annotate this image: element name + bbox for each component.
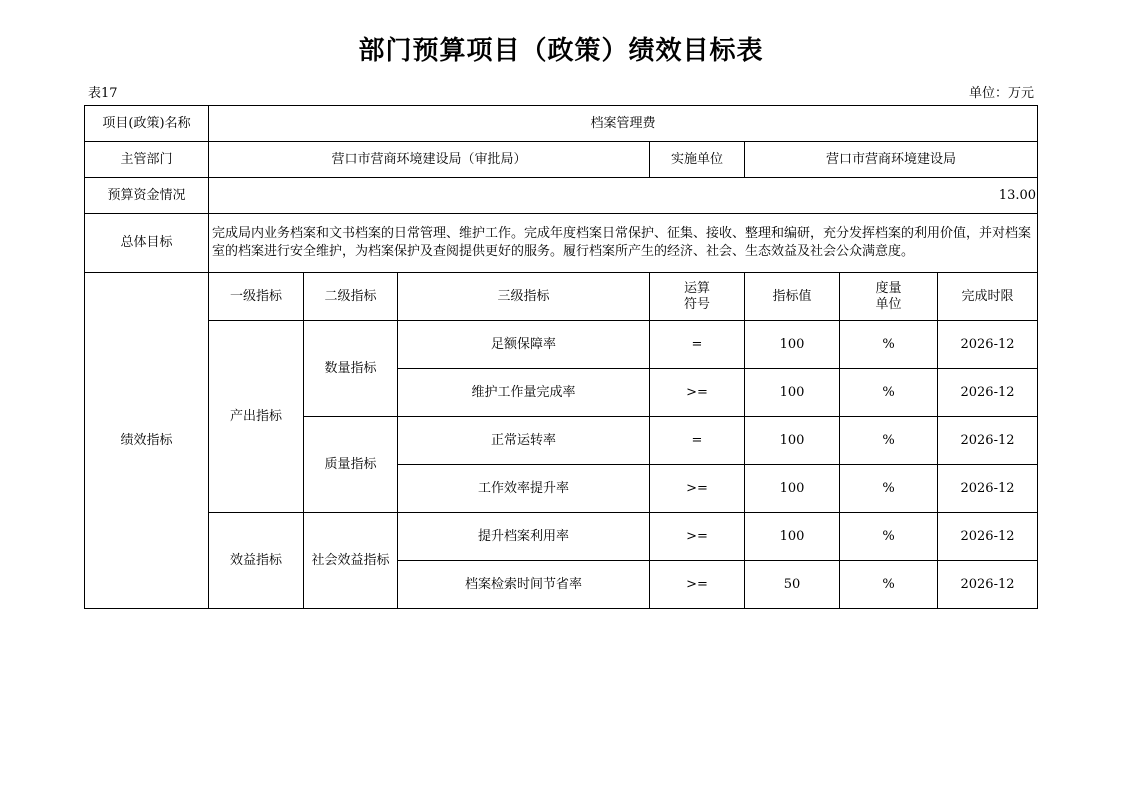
level1-cell: 效益指标 <box>209 513 304 609</box>
level3-cell: 正常运转率 <box>398 417 650 465</box>
unit-cell: % <box>840 369 938 417</box>
value-cell: 100 <box>745 417 840 465</box>
unit-cell: % <box>840 417 938 465</box>
implementer-label: 实施单位 <box>650 142 745 178</box>
level3-cell: 档案检索时间节省率 <box>398 561 650 609</box>
header-level2: 二级指标 <box>304 273 398 321</box>
deadline-cell: 2026-12 <box>938 321 1038 369</box>
level3-cell: 工作效率提升率 <box>398 465 650 513</box>
header-level3: 三级指标 <box>398 273 650 321</box>
header-operator: 运算 符号 <box>650 273 745 321</box>
value-cell: 100 <box>745 369 840 417</box>
deadline-cell: 2026-12 <box>938 369 1038 417</box>
budget-row <box>85 178 1038 214</box>
deadline-cell: 2026-12 <box>938 561 1038 609</box>
level3-cell: 提升档案利用率 <box>398 513 650 561</box>
operator-cell: >= <box>650 465 745 513</box>
header-value: 指标值 <box>745 273 840 321</box>
value-cell: 100 <box>745 513 840 561</box>
level3-cell: 维护工作量完成率 <box>398 369 650 417</box>
deadline-cell: 2026-12 <box>938 513 1038 561</box>
operator-cell: >= <box>650 369 745 417</box>
deadline-cell: 2026-12 <box>938 465 1038 513</box>
header-level1: 一级指标 <box>209 273 304 321</box>
table-row <box>85 321 1038 369</box>
department-value: 营口市营商环境建设局（审批局） <box>209 142 650 178</box>
unit-cell: % <box>840 513 938 561</box>
project-name-label: 项目(政策)名称 <box>85 106 209 142</box>
operator-cell: >= <box>650 561 745 609</box>
page-title: 部门预算项目（政策）绩效目标表 <box>358 36 764 66</box>
header-deadline: 完成时限 <box>938 273 1038 321</box>
budget-value: 13.00 <box>209 178 1038 214</box>
table-number: 表17 <box>88 86 118 101</box>
level2-cell: 数量指标 <box>304 321 398 417</box>
value-cell: 100 <box>745 465 840 513</box>
department-label: 主管部门 <box>85 142 209 178</box>
deadline-cell: 2026-12 <box>938 417 1038 465</box>
implementer-value: 营口市营商环境建设局 <box>745 142 1038 178</box>
perf-header-row <box>85 273 1038 321</box>
level3-cell: 足额保障率 <box>398 321 650 369</box>
unit-cell: % <box>840 465 938 513</box>
perf-label: 绩效指标 <box>85 273 209 609</box>
value-cell: 100 <box>745 321 840 369</box>
unit-cell: % <box>840 321 938 369</box>
value-cell: 50 <box>745 561 840 609</box>
overall-goal-label: 总体目标 <box>85 214 209 273</box>
operator-cell: >= <box>650 513 745 561</box>
department-row <box>85 142 1038 178</box>
unit-cell: % <box>840 561 938 609</box>
operator-cell: = <box>650 321 745 369</box>
budget-label: 预算资金情况 <box>85 178 209 214</box>
table-row <box>85 513 1038 561</box>
operator-cell: = <box>650 417 745 465</box>
performance-target-table <box>84 105 1038 609</box>
header-unit: 度量 单位 <box>840 273 938 321</box>
level1-cell: 产出指标 <box>209 321 304 513</box>
level2-cell: 社会效益指标 <box>304 513 398 609</box>
unit-label: 单位：万元 <box>968 86 1034 101</box>
level2-cell: 质量指标 <box>304 417 398 513</box>
project-name-row <box>85 106 1038 142</box>
overall-goal-row <box>85 214 1038 273</box>
overall-goal-value: 完成局内业务档案和文书档案的日常管理、维护工作。完成年度档案日常保护、征集、接收、整理和编研，充分发挥档案的利用价值，并对档案室的档案进行安全维护，为档案保护及查阅提供更好的服务。履行档案所产生的经济、社会、生态效益及社会公众满意度。 <box>209 214 1038 273</box>
project-name-value: 档案管理费 <box>209 106 1038 142</box>
